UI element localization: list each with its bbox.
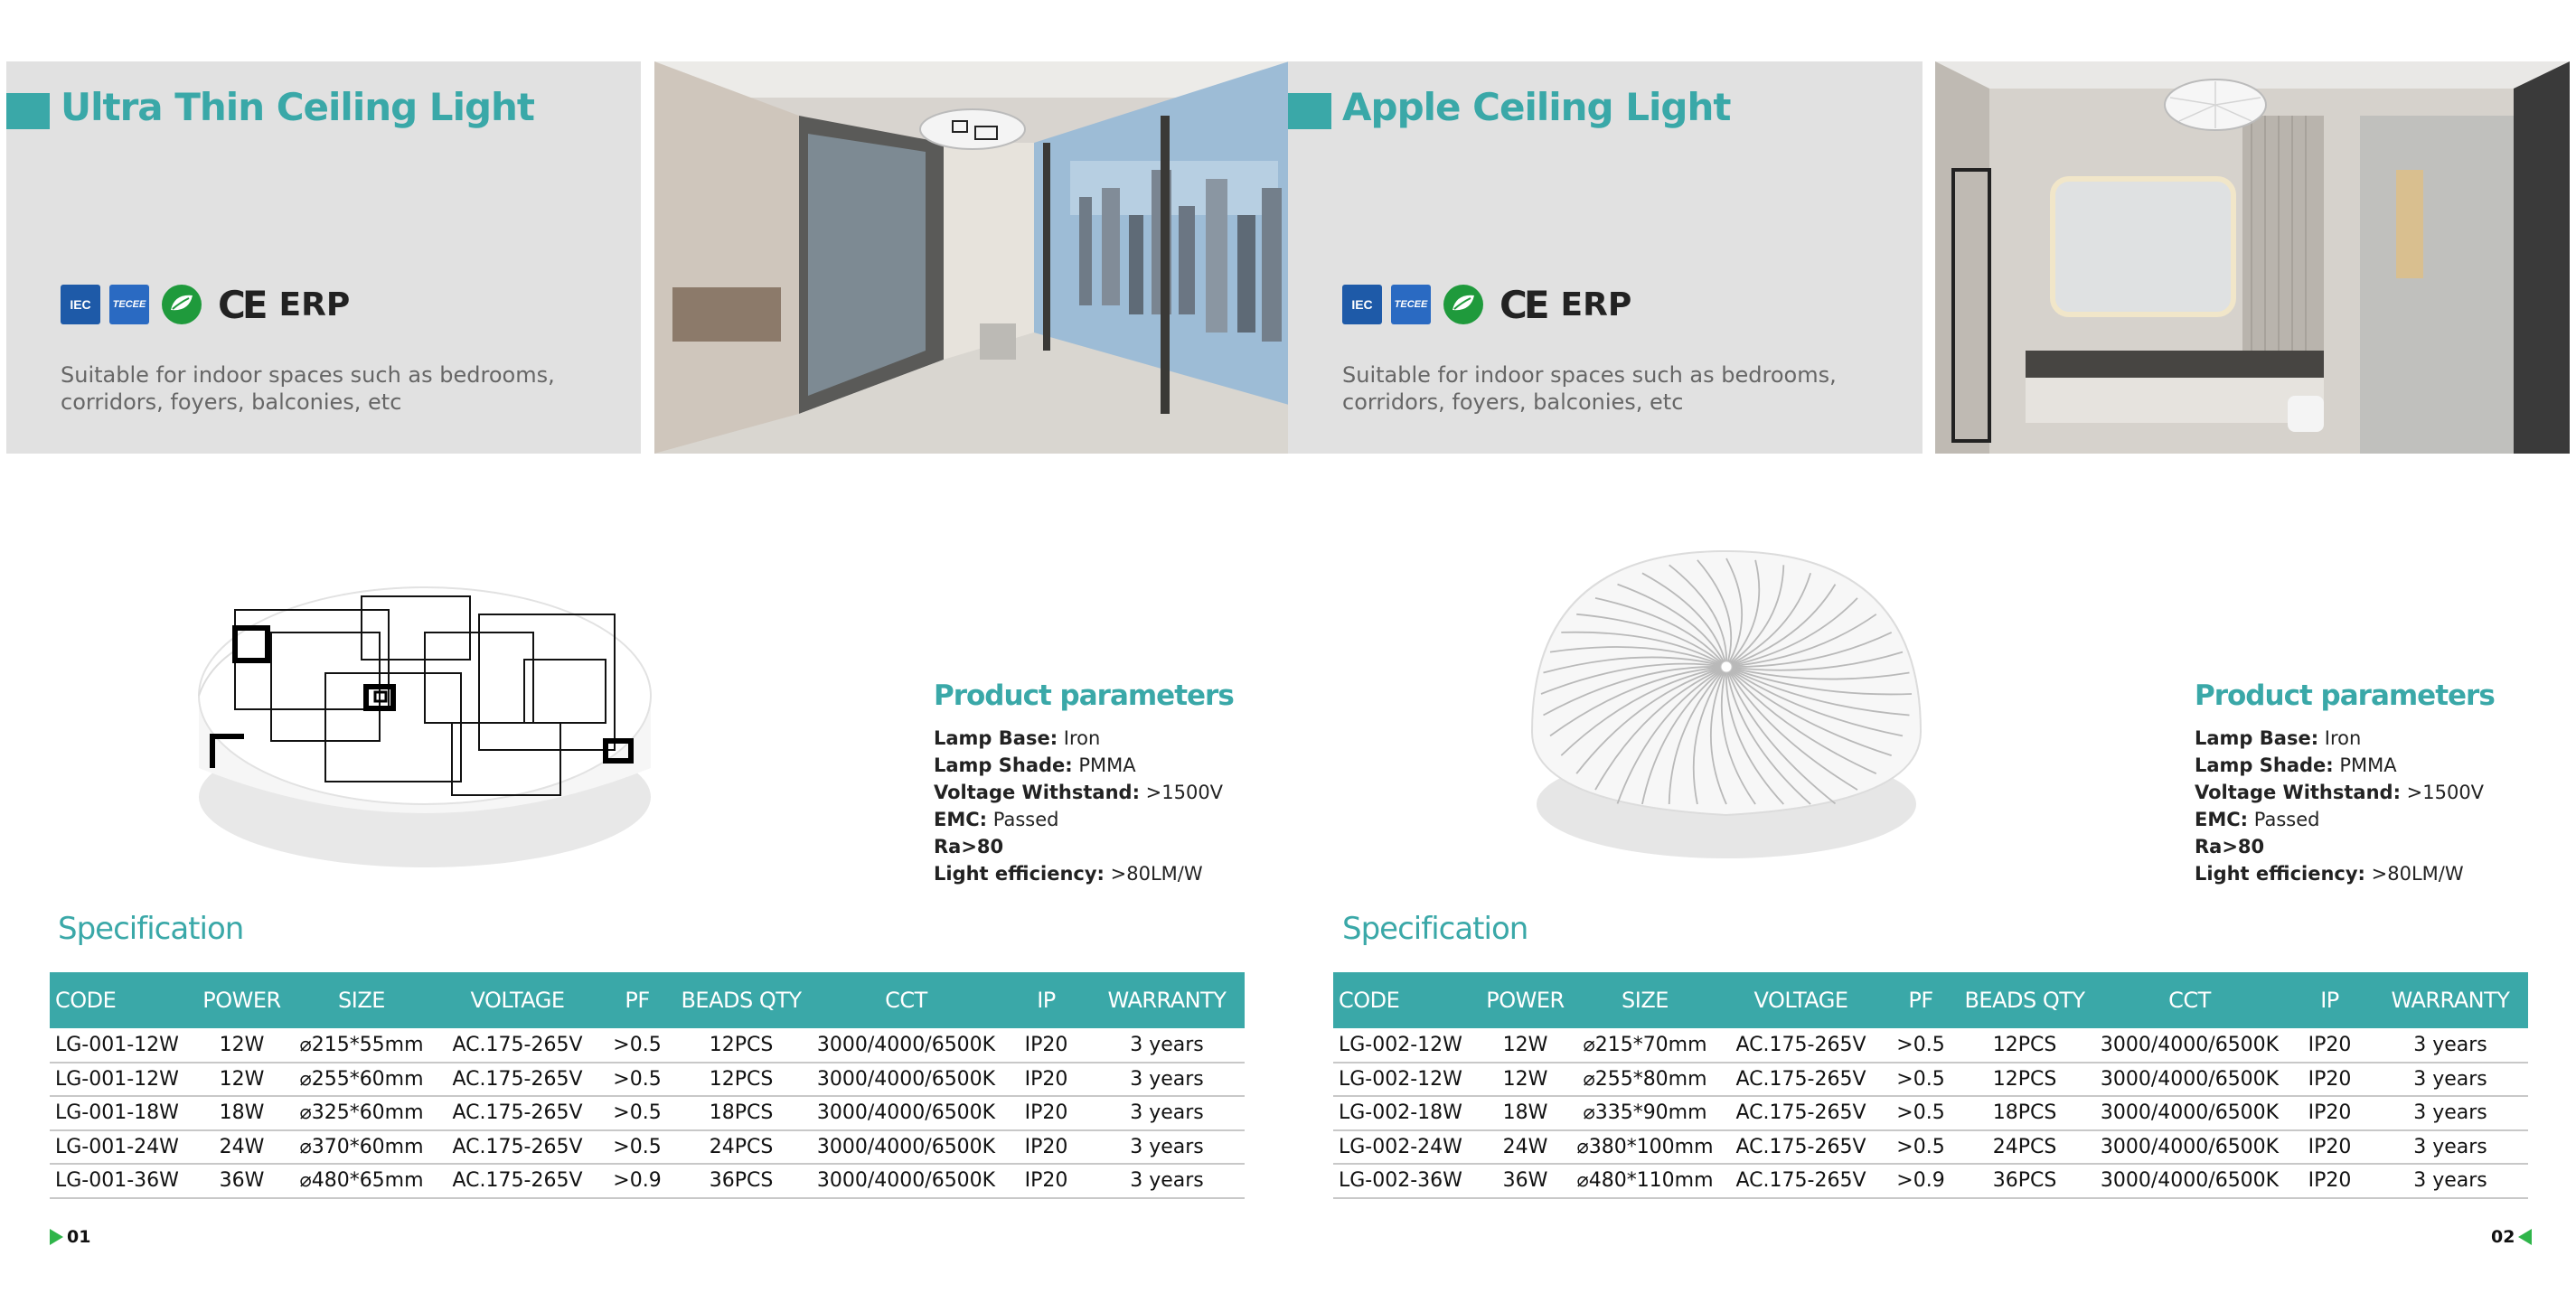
table-cell: 3 years xyxy=(2373,1028,2528,1063)
param-label: Voltage Withstand: xyxy=(2195,782,2401,803)
param-label: Voltage Withstand: xyxy=(934,782,1140,803)
table-cell: 12W xyxy=(194,1063,289,1097)
table-cell: 18W xyxy=(194,1096,289,1130)
certification-logos xyxy=(1342,283,1631,326)
column-header: POWER xyxy=(194,972,289,1028)
param-value: >80LM/W xyxy=(2364,863,2464,885)
table-cell: 3000/4000/6500K xyxy=(2092,1096,2287,1130)
table-cell: 3000/4000/6500K xyxy=(809,1028,1003,1063)
hero-title: Ultra Thin Ceiling Light xyxy=(61,85,535,129)
table-cell: AC.175-265V xyxy=(434,1028,601,1063)
hero-description xyxy=(1342,361,1848,416)
column-header: CCT xyxy=(809,972,1003,1028)
table-cell: IP20 xyxy=(2287,1063,2373,1097)
table-cell: 3 years xyxy=(1089,1028,1245,1063)
param-label: EMC: xyxy=(2195,809,2249,830)
erp-mark: ERP xyxy=(1560,286,1632,323)
table-cell: LG-002-36W xyxy=(1333,1164,1478,1198)
table-cell: IP20 xyxy=(1003,1028,1089,1063)
table-cell: >0.5 xyxy=(1885,1130,1957,1165)
column-header: VOLTAGE xyxy=(434,972,601,1028)
param-label: Light efficiency: xyxy=(2195,863,2365,885)
table-cell: ⌀215*55mm xyxy=(289,1028,434,1063)
table-cell: 3000/4000/6500K xyxy=(809,1063,1003,1097)
param-ra xyxy=(2195,833,2556,860)
corridor-room-photo xyxy=(654,61,1289,454)
column-header: VOLTAGE xyxy=(1717,972,1885,1028)
param-lamp-shade xyxy=(2195,752,2556,779)
rohs-leaf-icon xyxy=(158,283,205,326)
hero-panel xyxy=(6,61,641,454)
hero-title: Apple Ceiling Light xyxy=(1342,85,1731,129)
table-cell: IP20 xyxy=(2287,1096,2373,1130)
table-row xyxy=(1333,1063,2528,1097)
param-label: Lamp Base: xyxy=(2195,727,2319,749)
param-value: Passed xyxy=(987,809,1059,830)
column-header: BEADS QTY xyxy=(1957,972,2092,1028)
table-cell: 12W xyxy=(1478,1063,1573,1097)
table-cell: ⌀335*90mm xyxy=(1573,1096,1717,1130)
column-header: CODE xyxy=(1333,972,1478,1028)
table-cell: 3 years xyxy=(2373,1096,2528,1130)
table-cell: 36PCS xyxy=(1957,1164,2092,1198)
column-header: IP xyxy=(2287,972,2373,1028)
table-cell: 3000/4000/6500K xyxy=(809,1164,1003,1198)
param-value: Passed xyxy=(2248,809,2320,830)
table-cell: 24W xyxy=(1478,1130,1573,1165)
table-cell: 3 years xyxy=(1089,1130,1245,1165)
table-cell: 3000/4000/6500K xyxy=(2092,1164,2287,1198)
param-value: >1500V xyxy=(2400,782,2485,803)
column-header: BEADS QTY xyxy=(673,972,809,1028)
catalog-page-02 xyxy=(1288,0,2576,1293)
table-cell: LG-002-24W xyxy=(1333,1130,1478,1165)
table-cell: ⌀215*70mm xyxy=(1573,1028,1717,1063)
column-header: SIZE xyxy=(1573,972,1717,1028)
column-header: WARRANTY xyxy=(1089,972,1245,1028)
table-cell: AC.175-265V xyxy=(434,1063,601,1097)
table-cell: IP20 xyxy=(2287,1028,2373,1063)
product-parameters xyxy=(934,679,1295,887)
param-value: PMMA xyxy=(2333,754,2397,776)
param-lamp-base xyxy=(2195,725,2556,752)
certification-logos xyxy=(61,283,350,326)
hero-panel xyxy=(1288,61,1923,454)
table-cell: IP20 xyxy=(1003,1096,1089,1130)
table-cell: 12W xyxy=(194,1028,289,1063)
iec-logo: IEC xyxy=(61,285,100,324)
apple-ceiling-light-product-image xyxy=(1514,533,1939,895)
table-cell: >0.5 xyxy=(601,1063,673,1097)
table-cell: 3000/4000/6500K xyxy=(2092,1063,2287,1097)
column-header: CCT xyxy=(2092,972,2287,1028)
table-cell: 12W xyxy=(1478,1028,1573,1063)
table-cell: 36W xyxy=(1478,1164,1573,1198)
table-cell: >0.5 xyxy=(1885,1028,1957,1063)
param-voltage-withstand xyxy=(934,779,1295,806)
table-cell: >0.5 xyxy=(1885,1096,1957,1130)
param-value: >1500V xyxy=(1139,782,1224,803)
table-cell: 24W xyxy=(194,1130,289,1165)
param-value: PMMA xyxy=(1072,754,1136,776)
table-row xyxy=(50,1096,1245,1130)
table-cell: LG-001-12W xyxy=(50,1028,194,1063)
column-header: PF xyxy=(1885,972,1957,1028)
table-cell: ⌀380*100mm xyxy=(1573,1130,1717,1165)
page-number xyxy=(2491,1227,2532,1247)
table-cell: LG-002-12W xyxy=(1333,1028,1478,1063)
table-cell: ⌀325*60mm xyxy=(289,1096,434,1130)
table-cell: >0.9 xyxy=(1885,1164,1957,1198)
page-number-text: 01 xyxy=(67,1227,91,1247)
table-cell: IP20 xyxy=(2287,1130,2373,1165)
param-emc xyxy=(934,806,1295,833)
table-cell: AC.175-265V xyxy=(434,1130,601,1165)
table-cell: 18W xyxy=(1478,1096,1573,1130)
erp-mark: ERP xyxy=(278,286,351,323)
hero-description xyxy=(61,361,567,416)
table-cell: 3 years xyxy=(1089,1164,1245,1198)
table-cell: AC.175-265V xyxy=(1717,1028,1885,1063)
table-cell: 18PCS xyxy=(1957,1096,2092,1130)
table-row xyxy=(50,1164,1245,1198)
table-cell: AC.175-265V xyxy=(434,1164,601,1198)
table-cell: >0.5 xyxy=(601,1028,673,1063)
page-marker-arrow-icon xyxy=(2518,1229,2532,1245)
table-cell: 12PCS xyxy=(1957,1028,2092,1063)
page-marker-arrow-icon xyxy=(50,1229,63,1245)
bathroom-room-photo xyxy=(1935,61,2570,454)
table-cell: 36PCS xyxy=(673,1164,809,1198)
column-header: PF xyxy=(601,972,673,1028)
page-number xyxy=(50,1227,90,1247)
param-lamp-shade xyxy=(934,752,1295,779)
table-header-row xyxy=(1333,972,2528,1028)
table-cell: AC.175-265V xyxy=(1717,1063,1885,1097)
table-cell: LG-001-36W xyxy=(50,1164,194,1198)
table-cell: 3 years xyxy=(1089,1063,1245,1097)
column-header: POWER xyxy=(1478,972,1573,1028)
specification-title: Specification xyxy=(58,911,244,947)
param-label: Lamp Shade: xyxy=(2195,754,2334,776)
table-row xyxy=(1333,1164,2528,1198)
table-cell: AC.175-265V xyxy=(434,1096,601,1130)
column-header: WARRANTY xyxy=(2373,972,2528,1028)
column-header: SIZE xyxy=(289,972,434,1028)
table-cell: 3000/4000/6500K xyxy=(2092,1130,2287,1165)
specification-title: Specification xyxy=(1342,911,1528,947)
product-parameters xyxy=(2195,679,2556,887)
table-cell: 3000/4000/6500K xyxy=(809,1130,1003,1165)
title-accent-block xyxy=(6,93,50,129)
description-line: corridors, foyers, balconies, etc xyxy=(1342,389,1684,415)
table-cell: 3 years xyxy=(2373,1164,2528,1198)
table-header-row xyxy=(50,972,1245,1028)
table-cell: LG-002-18W xyxy=(1333,1096,1478,1130)
table-row xyxy=(50,1028,1245,1063)
param-label: Ra>80 xyxy=(2195,836,2265,857)
param-label: Light efficiency: xyxy=(934,863,1105,885)
description-line: Suitable for indoor spaces such as bedrooms, xyxy=(61,362,555,388)
table-row xyxy=(1333,1096,2528,1130)
page-number-text: 02 xyxy=(2491,1227,2515,1247)
table-cell: IP20 xyxy=(2287,1164,2373,1198)
column-header: CODE xyxy=(50,972,194,1028)
description-line: corridors, foyers, balconies, etc xyxy=(61,389,402,415)
table-cell: 12PCS xyxy=(673,1063,809,1097)
column-header: IP xyxy=(1003,972,1089,1028)
param-value: Iron xyxy=(1058,727,1101,749)
params-title: Product parameters xyxy=(2195,679,2495,712)
table-cell: 12PCS xyxy=(673,1028,809,1063)
table-cell: IP20 xyxy=(1003,1063,1089,1097)
table-cell: 3000/4000/6500K xyxy=(809,1096,1003,1130)
table-cell: 24PCS xyxy=(1957,1130,2092,1165)
table-cell: LG-002-12W xyxy=(1333,1063,1478,1097)
specification-table xyxy=(1333,972,2528,1199)
rohs-leaf-icon xyxy=(1440,283,1487,326)
param-value: Iron xyxy=(2318,727,2362,749)
table-cell: >0.9 xyxy=(601,1164,673,1198)
ultra-thin-ceiling-light-product-image xyxy=(181,533,669,895)
tecee-logo: TECEE xyxy=(109,285,149,324)
table-cell: >0.5 xyxy=(1885,1063,1957,1097)
ce-mark: CE xyxy=(218,282,265,327)
param-lamp-base xyxy=(934,725,1295,752)
table-cell: >0.5 xyxy=(601,1096,673,1130)
table-cell: AC.175-265V xyxy=(1717,1164,1885,1198)
description-line: Suitable for indoor spaces such as bedrooms, xyxy=(1342,362,1837,388)
param-light-efficiency xyxy=(2195,860,2556,887)
table-row xyxy=(1333,1130,2528,1165)
table-cell: AC.175-265V xyxy=(1717,1096,1885,1130)
params-title: Product parameters xyxy=(934,679,1234,712)
table-row xyxy=(50,1130,1245,1165)
param-value: >80LM/W xyxy=(1104,863,1203,885)
table-cell: 3 years xyxy=(1089,1096,1245,1130)
table-cell: 3 years xyxy=(2373,1063,2528,1097)
table-cell: LG-001-18W xyxy=(50,1096,194,1130)
table-cell: LG-001-24W xyxy=(50,1130,194,1165)
param-ra xyxy=(934,833,1295,860)
param-label: EMC: xyxy=(934,809,988,830)
table-cell: ⌀370*60mm xyxy=(289,1130,434,1165)
table-cell: ⌀255*60mm xyxy=(289,1063,434,1097)
param-label: Lamp Base: xyxy=(934,727,1058,749)
ce-mark: CE xyxy=(1500,282,1547,327)
param-label: Lamp Shade: xyxy=(934,754,1073,776)
title-accent-block xyxy=(1288,93,1331,129)
table-cell: IP20 xyxy=(1003,1164,1089,1198)
table-cell: 24PCS xyxy=(673,1130,809,1165)
table-cell: 12PCS xyxy=(1957,1063,2092,1097)
tecee-logo: TECEE xyxy=(1391,285,1431,324)
table-cell: 3 years xyxy=(2373,1130,2528,1165)
table-cell: AC.175-265V xyxy=(1717,1130,1885,1165)
param-light-efficiency xyxy=(934,860,1295,887)
param-emc xyxy=(2195,806,2556,833)
table-row xyxy=(50,1063,1245,1097)
table-cell: ⌀255*80mm xyxy=(1573,1063,1717,1097)
table-cell: LG-001-12W xyxy=(50,1063,194,1097)
iec-logo: IEC xyxy=(1342,285,1382,324)
table-cell: 3000/4000/6500K xyxy=(2092,1028,2287,1063)
table-row xyxy=(1333,1028,2528,1063)
table-cell: >0.5 xyxy=(601,1130,673,1165)
table-cell: 18PCS xyxy=(673,1096,809,1130)
specification-table xyxy=(50,972,1245,1199)
table-cell: IP20 xyxy=(1003,1130,1089,1165)
table-cell: ⌀480*110mm xyxy=(1573,1164,1717,1198)
param-voltage-withstand xyxy=(2195,779,2556,806)
param-label: Ra>80 xyxy=(934,836,1004,857)
table-cell: 36W xyxy=(194,1164,289,1198)
table-cell: ⌀480*65mm xyxy=(289,1164,434,1198)
